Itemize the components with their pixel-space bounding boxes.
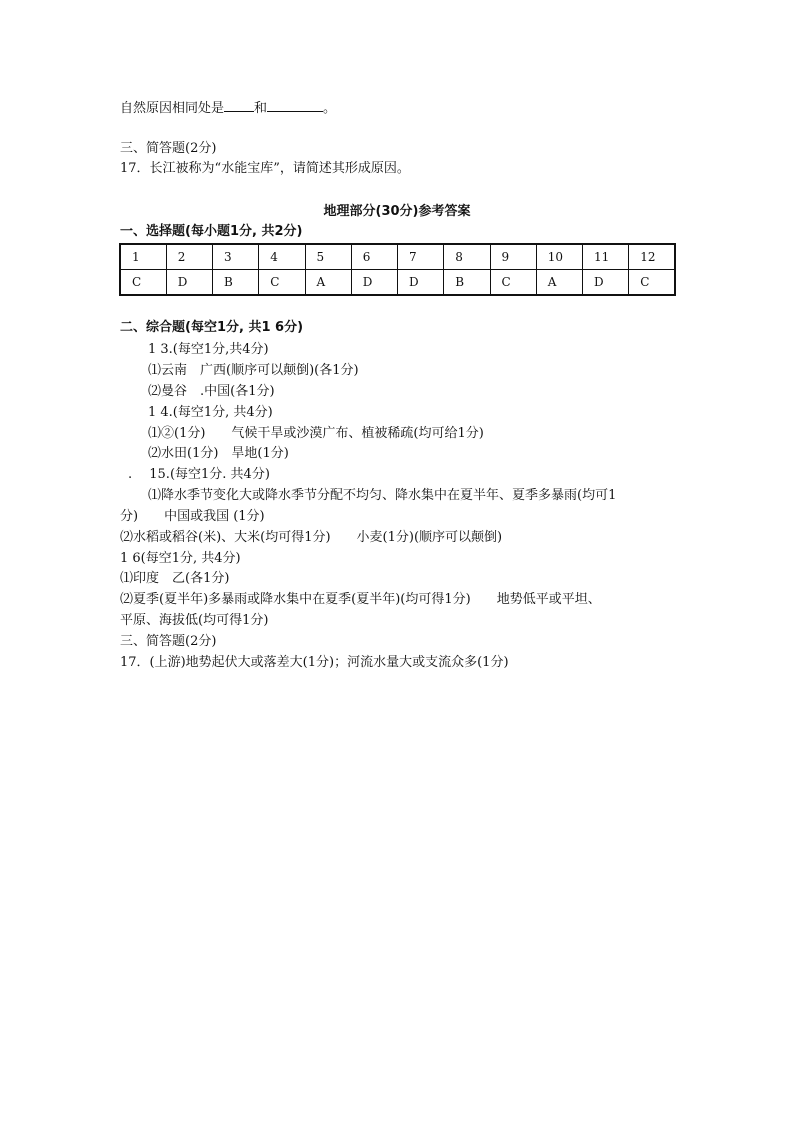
- table-cell: 11: [583, 244, 629, 270]
- table-cell: D: [398, 270, 444, 296]
- table-cell: C: [629, 270, 675, 296]
- prev-question-text: 自然原因相同处是: [120, 101, 225, 116]
- question-17: 17．长江被称为“水能宝库”，请简述其形成原因。: [120, 161, 410, 176]
- answer-line: 分) 中国或我国 (1分): [120, 509, 265, 524]
- answer-table: [119, 243, 676, 296]
- table-cell: B: [444, 270, 490, 296]
- prev-question-conj: 和: [254, 101, 268, 116]
- table-cell: 4: [259, 244, 305, 270]
- table-cell: D: [166, 270, 212, 296]
- answer-line: 1 4.(每空1分, 共4分): [148, 405, 273, 420]
- table-cell: A: [305, 270, 351, 296]
- table-cell: D: [351, 270, 397, 296]
- answer-line: ⑴印度 乙(各1分): [120, 571, 230, 586]
- answer-line: ⑵水稻或稻谷(米)、大米(均可得1分) 小麦(1分)(顺序可以颠倒): [120, 530, 503, 545]
- table-cell: 7: [398, 244, 444, 270]
- answer-line: 平原、海拔低(均可得1分): [120, 613, 269, 628]
- table-cell: 2: [166, 244, 212, 270]
- table-cell: A: [536, 270, 582, 296]
- answer-line: 1 3.(每空1分,共4分): [148, 342, 269, 357]
- answer-line: . 15.(每空1分. 共4分): [128, 467, 270, 482]
- table-cell: C: [120, 270, 166, 296]
- answer-blank-1: [224, 99, 254, 112]
- answer-line: 1 6(每空1分, 共4分): [120, 551, 241, 566]
- section2-heading: 二、综合题(每空1分, 共1 6分): [120, 320, 304, 335]
- section3-heading: 三、简答题(2分): [120, 141, 217, 156]
- table-cell: B: [213, 270, 259, 296]
- prev-question-end: 。: [323, 101, 337, 116]
- answer-blank-2: [267, 99, 323, 112]
- answer-line: ⑵夏季(夏半年)多暴雨或降水集中在夏季(夏半年)(均可得1分) 地势低平或平坦、: [120, 592, 601, 607]
- table-cell: 1: [120, 244, 166, 270]
- table-row-numbers: [120, 244, 675, 270]
- answer-line: ⑴云南 广西(顺序可以颠倒)(各1分): [148, 363, 359, 378]
- prev-question-tail: [120, 99, 336, 117]
- table-cell: 12: [629, 244, 675, 270]
- section1-heading: 一、选择题(每小题1分, 共2分): [120, 224, 303, 239]
- table-cell: 6: [351, 244, 397, 270]
- table-cell: C: [490, 270, 536, 296]
- answer-line: 17．(上游)地势起伏大或落差大(1分)；河流水量大或支流众多(1分): [120, 655, 509, 670]
- table-cell: 8: [444, 244, 490, 270]
- table-cell: 5: [305, 244, 351, 270]
- answer-line: ⑵曼谷 .中国(各1分): [148, 384, 275, 399]
- table-cell: 10: [536, 244, 582, 270]
- table-cell: D: [583, 270, 629, 296]
- answer-line: ⑴降水季节变化大或降水季节分配不均匀、降水集中在夏半年、夏季多暴雨(均可1: [148, 488, 617, 503]
- table-row-answers: [120, 270, 675, 296]
- answer-line: ⑴②(1分) 气候干旱或沙漠广布、植被稀疏(均可给1分): [148, 426, 484, 441]
- table-cell: C: [259, 270, 305, 296]
- answer-key-title: 地理部分(30分)参考答案: [323, 204, 471, 219]
- answer-line: ⑵水田(1分) 旱地(1分): [148, 446, 289, 461]
- table-cell: 3: [213, 244, 259, 270]
- answer-line: 三、简答题(2分): [120, 634, 217, 649]
- table-cell: 9: [490, 244, 536, 270]
